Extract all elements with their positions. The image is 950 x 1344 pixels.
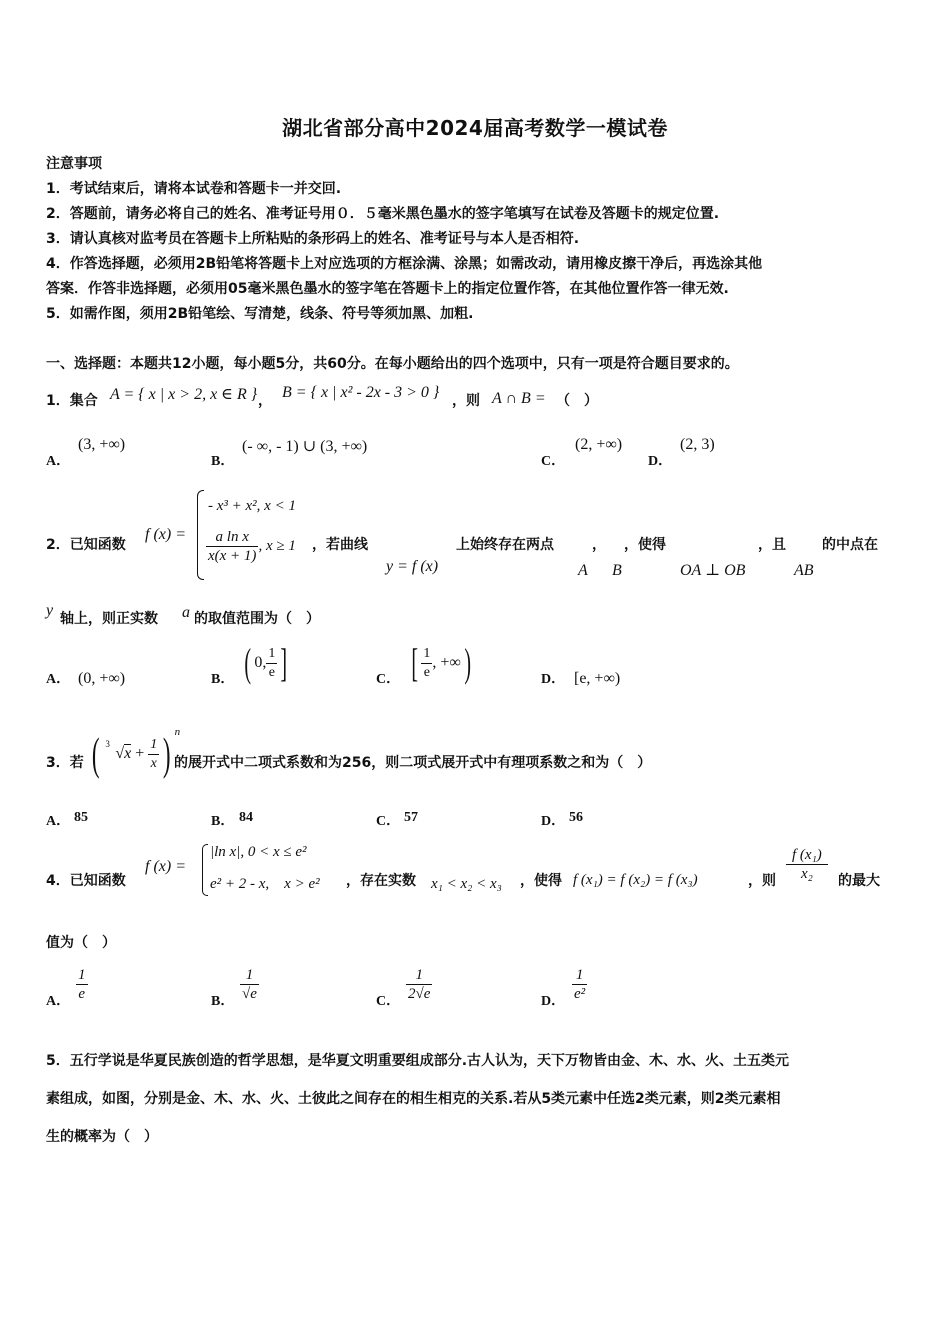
q2-option-b-value: ( 0, $\frac{1}{e}$ ] <box>244 640 288 685</box>
q3-option-a-label: A． <box>46 814 71 829</box>
section-heading: 一、选择题：本题共12小题，每小题5分，共60分。在每小题给出的四个选项中，只有一项是符合题目要求的。 <box>46 356 739 372</box>
q2-point-a: A <box>578 562 588 579</box>
q2-text-5: 的中点在 <box>822 537 878 553</box>
q1-expr: A ∩ B = <box>492 390 546 407</box>
q3-option-a-value: 85 <box>74 810 88 825</box>
q1-option-d-value: (2, 3) <box>680 436 715 453</box>
q4-text-1: ，存在实数 <box>346 873 416 889</box>
q2-function-name: f (x) = <box>145 526 186 543</box>
q1-set-a: A = { x | x > 2, x ∈ R } <box>110 386 258 403</box>
q2-option-b-den: e <box>268 664 275 680</box>
q4-brace <box>202 844 208 896</box>
q2-option-b-label: B． <box>211 672 235 687</box>
q2-y: y <box>46 602 54 619</box>
q2-line2-text: 轴上，则正实数 <box>60 611 158 627</box>
q1-set-b: B = { x | x² - 2x - 3 > 0 } <box>282 384 440 401</box>
q4-option-b-num: 1 <box>240 966 259 985</box>
q4-ratio-num: f (x₁) <box>786 846 828 865</box>
q3-frac-den: x <box>150 755 157 771</box>
q2-option-d-value: [e, +∞) <box>574 670 621 687</box>
q1-comma: ， <box>258 393 272 409</box>
q2-option-c-label: C． <box>376 672 401 687</box>
q1-option-a-value: (3, +∞) <box>78 436 126 453</box>
q4-option-c-value <box>406 966 432 1003</box>
q1-option-c-value: (2, +∞) <box>575 436 623 453</box>
q4-number: 4．已知函数 <box>46 873 126 889</box>
q2-option-a-value: (0, +∞) <box>78 670 126 687</box>
q4-option-b-value <box>240 966 259 1003</box>
q2-sep: ， <box>592 537 606 553</box>
q1-number: 1．集合 <box>46 393 98 409</box>
q3-option-d-label: D． <box>541 814 566 829</box>
q2-curve: y = f (x) <box>386 558 439 575</box>
q1-paren: （ ） <box>556 393 598 409</box>
q4-option-a-label: A． <box>46 994 71 1009</box>
q2-text-1: ，若曲线 <box>312 537 368 553</box>
q2-option-b-num: 1 <box>266 645 277 664</box>
q3-exponent: n <box>174 726 181 738</box>
q2-case-1: - x³ + x², x < 1 <box>208 498 296 514</box>
q4-option-c-num: 1 <box>406 966 432 985</box>
q3-text: 的展开式中二项式系数和为256，则二项式展开式中有理项系数之和为（ ） <box>174 755 652 771</box>
q3-cube-root: 3 √x <box>105 739 132 762</box>
q1-option-b-label: B． <box>211 454 235 469</box>
q3-option-b-value: 84 <box>239 810 253 825</box>
q2-option-c-right: , +∞ <box>432 654 461 671</box>
q1-option-c-label: C． <box>541 454 566 469</box>
q3-expression: ( 3 √x + $\frac{1}{x}$ ) n <box>91 726 181 779</box>
q2-point-b: B <box>612 562 622 579</box>
q4-option-d-value <box>572 966 587 1003</box>
q4-option-b-label: B． <box>211 994 235 1009</box>
q2-option-b-left: 0, <box>254 654 267 671</box>
q2-perp: OA ⊥ OB <box>680 562 746 579</box>
q4-case-2: e² + 2 - x, x > e² <box>210 876 320 892</box>
notice-item: 5．如需作图，须用2B铅笔绘、写清楚，线条、符号等须加黑、加粗. <box>46 306 474 322</box>
q2-option-a-label: A． <box>46 672 71 687</box>
q2-text-2: 上始终存在两点 <box>456 537 554 553</box>
q2-segment: AB <box>794 562 814 579</box>
notice-item: 答案．作答非选择题，必须用05毫米黑色墨水的签字笔在答题卡上的指定位置作答，在其他位置作答一律无效. <box>46 281 729 297</box>
notice-item: 4．作答选择题，必须用2B铅笔将答题卡上对应选项的方框涂满、涂黑；如需改动，请用橡皮擦干净后，再选涂其他 <box>46 256 763 272</box>
q2-a: a <box>182 604 190 621</box>
notice-item: 2．答题前，请务必将自己的姓名、准考证号用０．５毫米黑色墨水的签字笔填写在试卷及答题卡的规定位置. <box>46 206 720 222</box>
q3-option-c-value: 57 <box>404 810 418 825</box>
q4-option-a-den: e <box>78 986 86 1002</box>
q4-option-a-num: 1 <box>78 967 86 983</box>
q2-case-2 <box>206 528 296 565</box>
q1-option-b-value: (- ∞, - 1) ∪ (3, +∞) <box>242 438 368 455</box>
notice-heading: 注意事项 <box>46 156 102 172</box>
q2-case-2-denominator: x(x + 1) <box>208 548 257 564</box>
q4-option-c-label: C． <box>376 994 401 1009</box>
q4-inequality: x₁ < x₂ < x₃ <box>431 876 502 892</box>
q4-ratio-den: x₂ <box>800 866 813 882</box>
q2-option-c-value: [ $\frac{1}{e}$ , +∞ ) <box>411 640 471 685</box>
page-title: 湖北省部分高中2024届高考数学一模试卷 <box>282 116 668 140</box>
q1-tail: ，则 <box>452 393 480 409</box>
q3-frac-num: 1 <box>148 736 159 755</box>
q4-function-name: f (x) = <box>145 858 186 875</box>
q4-text-3: ，则 <box>748 873 776 889</box>
q2-line2-tail: 的取值范围为（ ） <box>194 611 320 627</box>
q4-ratio <box>786 846 828 883</box>
q3-plus: + <box>135 745 145 762</box>
q5-line: 生的概率为（ ） <box>46 1129 158 1145</box>
q4-option-d-label: D． <box>541 994 566 1009</box>
q3-number: 3．若 <box>46 755 84 771</box>
q1-option-a-label: A． <box>46 454 71 469</box>
q4-option-d-num: 1 <box>572 966 587 985</box>
q3-root-body: x <box>124 745 132 762</box>
q4-option-a-value <box>76 966 88 1003</box>
q2-option-d-label: D． <box>541 672 566 687</box>
q2-case-2-condition: , x ≥ 1 <box>258 537 296 554</box>
q5-line: 5．五行学说是华夏民族创造的哲学思想，是华夏文明重要组成部分.古人认为，天下万物皆由金、木、水、火、土五类元 <box>46 1053 790 1069</box>
q2-text-3: ，使得 <box>624 537 666 553</box>
q4-equation: f (x₁) = f (x₂) = f (x₃) <box>573 872 698 888</box>
q4-case-1: |ln x|, 0 < x ≤ e² <box>210 844 307 860</box>
q2-brace <box>197 490 204 580</box>
q2-text-4: ，且 <box>758 537 786 553</box>
q1-option-d-label: D． <box>648 454 673 469</box>
q5-line: 素组成，如图，分别是金、木、水、火、土彼此之间存在的相生相克的关系.若从5类元素中任选2类元素，则2类元素相 <box>46 1091 781 1107</box>
notice-item: 1．考试结束后，请将本试卷和答题卡一并交回. <box>46 181 342 197</box>
q2-option-c-num: 1 <box>421 645 432 664</box>
notice-item: 3．请认真核对监考员在答题卡上所粘贴的条形码上的姓名、准考证号与本人是否相符. <box>46 231 580 247</box>
q4-text-4: 的最大 <box>838 873 880 889</box>
q3-root-index: 3 <box>105 739 110 749</box>
q4-option-c-den: 2√e <box>408 986 431 1002</box>
q3-option-b-label: B． <box>211 814 235 829</box>
q3-option-c-label: C． <box>376 814 401 829</box>
q4-option-b-den: √e <box>242 986 257 1002</box>
q2-case-2-numerator: a ln x <box>206 528 258 547</box>
q2-number: 2．已知函数 <box>46 537 126 553</box>
q3-option-d-value: 56 <box>569 810 583 825</box>
q4-text-2: ，使得 <box>520 873 562 889</box>
q4-line2: 值为（ ） <box>46 935 116 951</box>
q4-option-d-den: e² <box>574 986 586 1002</box>
q2-option-c-den: e <box>423 664 430 680</box>
